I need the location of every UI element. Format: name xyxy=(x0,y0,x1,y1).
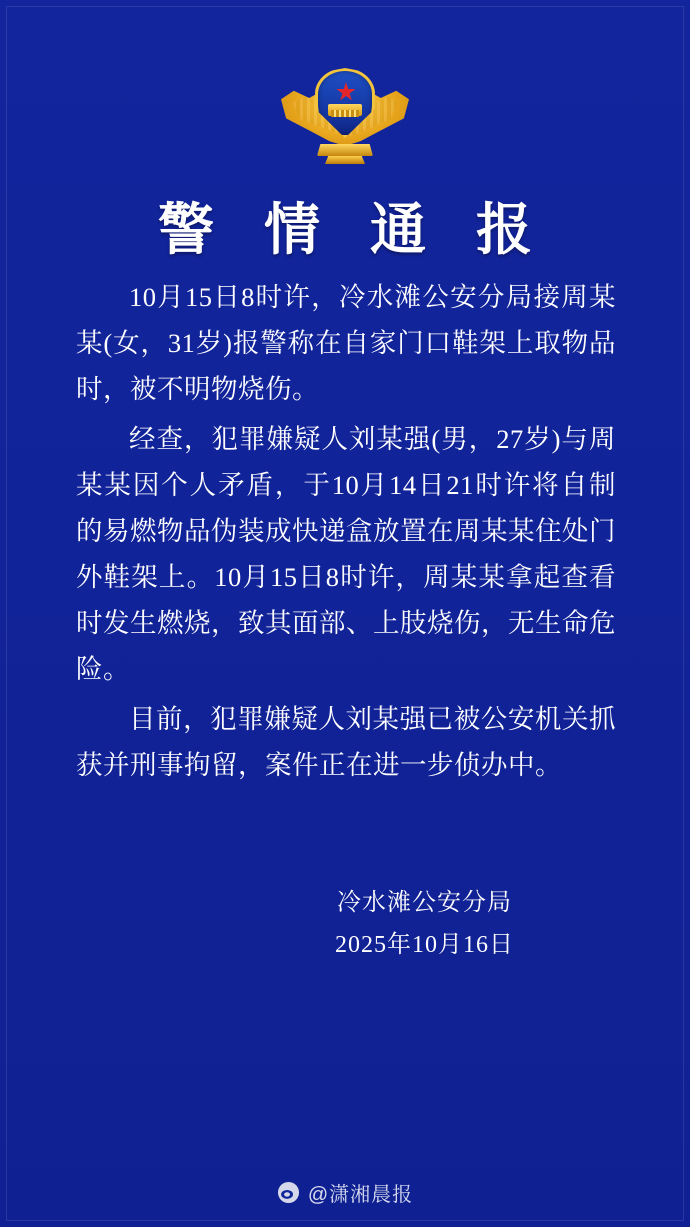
footer-watermark xyxy=(0,1178,690,1207)
emblem-container xyxy=(0,52,690,174)
police-emblem-icon xyxy=(281,52,409,174)
emblem-base-lower xyxy=(325,156,365,164)
notice-paragraph-2: 经查，犯罪嫌疑人刘某强(男，27岁)与周某某因个人矛盾，于10月14日21时许将自制的易燃物品伪装成快递盒放置在周某某住处门外鞋架上。10月15日8时许，周某某拿起查看时发生燃烧，致其面部、上肢烧伤，无生命危险。 xyxy=(76,424,616,684)
notice-body xyxy=(76,274,616,792)
weibo-icon xyxy=(277,1181,300,1204)
signature-date: 2025年10月16日 xyxy=(335,932,514,958)
signature-organization: 冷水滩公安分局 xyxy=(337,890,512,916)
signature-block xyxy=(335,882,514,966)
emblem-gate-icon xyxy=(328,104,362,116)
notice-paragraph-1: 10月15日8时许，冷水滩公安分局接周某某(女，31岁)报警称在自家门口鞋架上取物品时，被不明物烧伤。 xyxy=(76,282,616,404)
page-title: 警 情 通 报 xyxy=(158,200,550,262)
emblem-base xyxy=(317,144,373,156)
notice-paragraph-3: 目前，犯罪嫌疑人刘某强已被公安机关抓获并刑事拘留，案件正在进一步侦办中。 xyxy=(76,704,616,780)
footer-account-label: @潇湘晨报 xyxy=(307,1184,414,1206)
